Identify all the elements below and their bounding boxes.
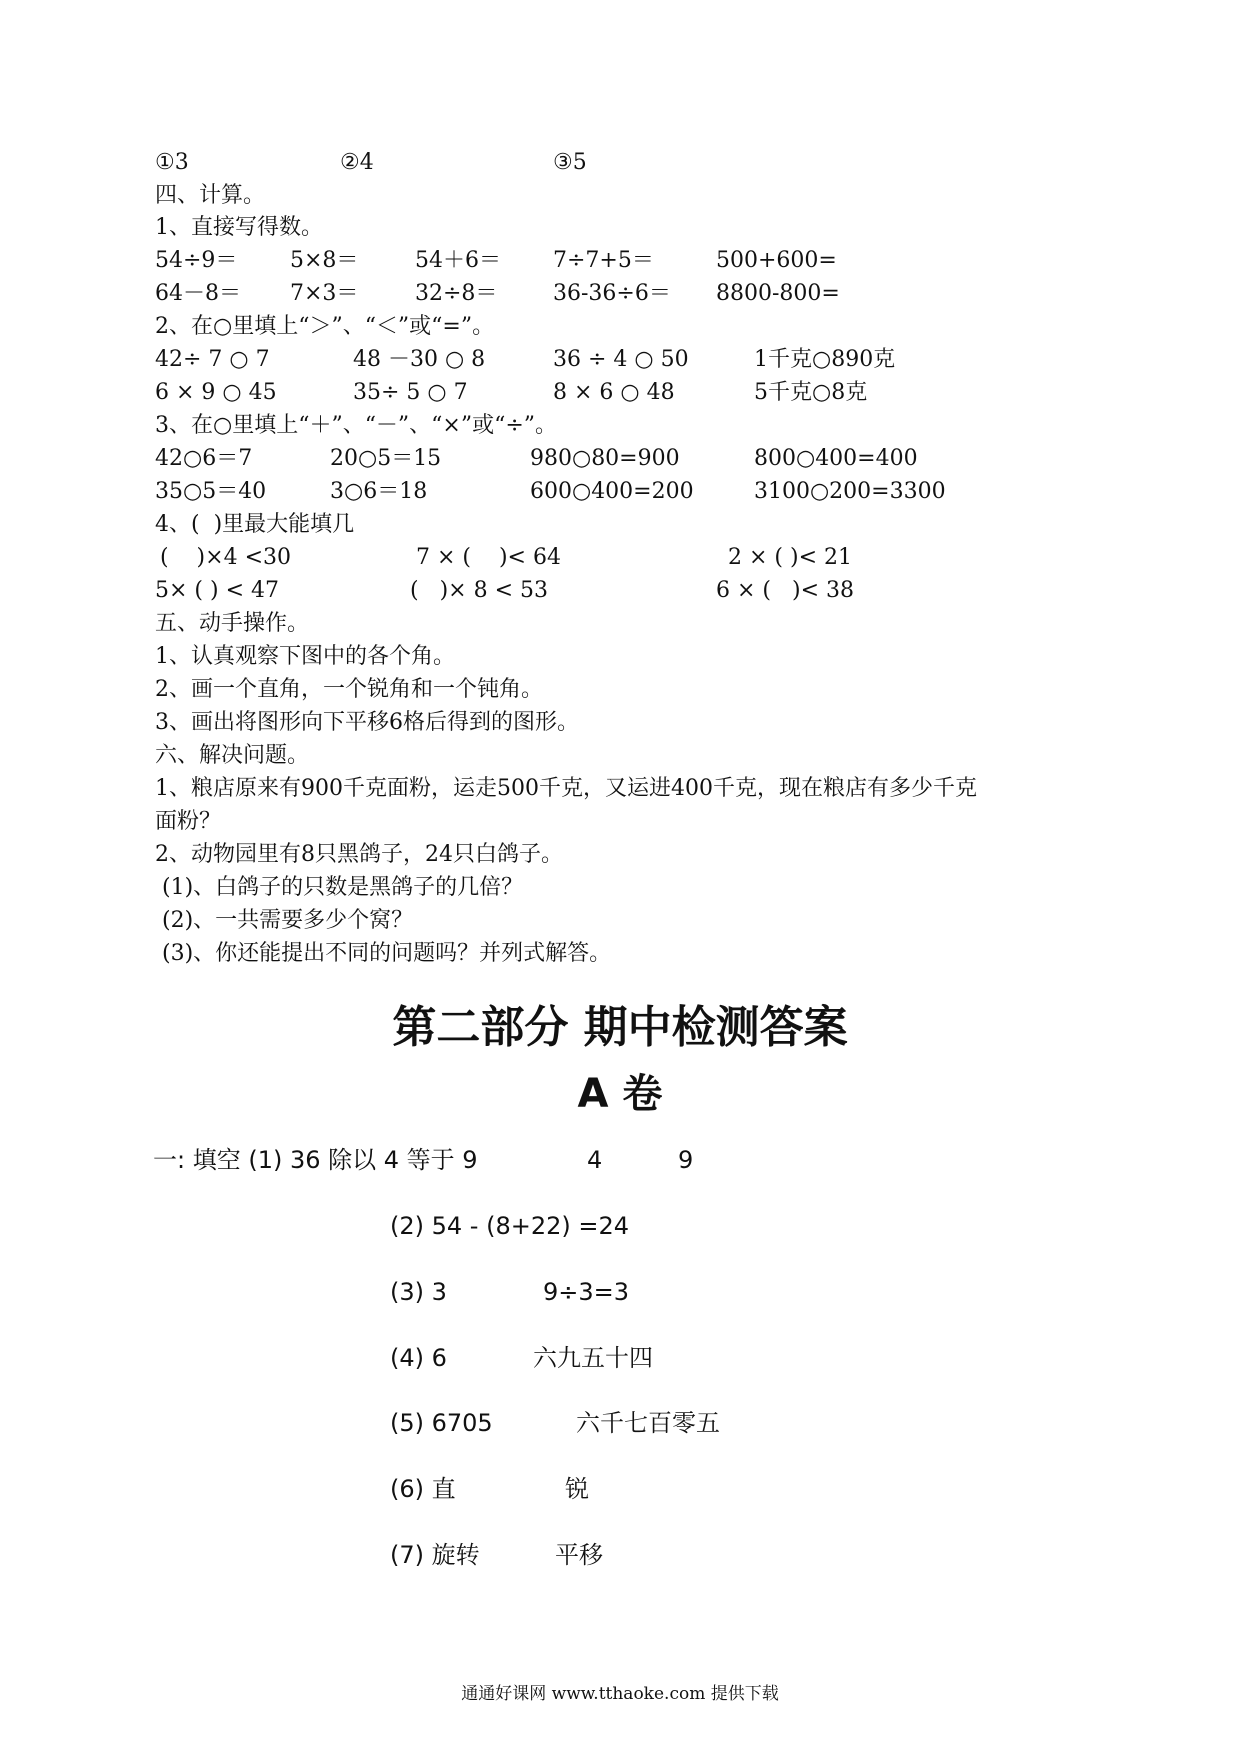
- operator-1-4: 800○400=400: [754, 446, 918, 471]
- option-1: ①3: [155, 150, 189, 175]
- answer-2: (2) 54 - (8+22) =24: [390, 1212, 630, 1240]
- calc-1-3: 54＋6＝: [415, 248, 501, 273]
- calc-1-4: 7÷7+5＝: [553, 248, 654, 273]
- calc-1-5: 500+600=: [716, 248, 837, 273]
- operator-2-2: 3○6＝18: [330, 479, 428, 504]
- problem-2-sub-3: (3)、你还能提出不同的问题吗？并列式解答。: [162, 941, 612, 966]
- operator-1-2: 20○5＝15: [330, 446, 442, 471]
- part-2-title: 第二部分 期中检测答案: [392, 1002, 848, 1053]
- answer-5-a: (5) 6705: [390, 1409, 493, 1437]
- section-5-title: 五、动手操作。: [155, 611, 310, 636]
- problem-2-sub-1: (1)、白鸽子的只数是黑鸽子的几倍？: [162, 875, 524, 900]
- option-3: ③5: [553, 150, 587, 175]
- problem-2: 2、动物园里有8只黑鸽子，24只白鸽子。: [155, 842, 563, 867]
- section-4-title: 四、计算。: [155, 183, 266, 208]
- compare-2-2: 35÷ 5 ○ 7: [353, 380, 468, 405]
- answer-7-b: 平移: [555, 1541, 603, 1569]
- answer-7-a: (7) 旋转: [390, 1541, 480, 1569]
- answer-4-b: 六九五十四: [533, 1344, 653, 1372]
- max-fill-1-1: ( )×4 <30: [160, 545, 291, 570]
- answer-3-b: 9÷3=3: [543, 1278, 630, 1306]
- answer-6-b: 锐: [565, 1475, 589, 1503]
- compare-1-2: 48 －30 ○ 8: [353, 347, 486, 372]
- q2-title: 2、在○里填上“＞”、“＜”或“=”。: [155, 314, 495, 339]
- calc-2-3: 32÷8＝: [415, 281, 498, 306]
- compare-2-4: 5千克○8克: [754, 380, 868, 405]
- compare-1-3: 36 ÷ 4 ○ 50: [553, 347, 689, 372]
- calc-1-1: 54÷9＝: [155, 248, 238, 273]
- answer-6-a: (6) 直: [390, 1475, 456, 1503]
- max-fill-2-1: 5× ( ) < 47: [155, 578, 279, 603]
- compare-1-4: 1千克○890克: [754, 347, 896, 372]
- max-fill-1-3: 2 × ( )< 21: [728, 545, 852, 570]
- footer-note: 通通好课网 www.tthaoke.com 提供下载: [461, 1684, 779, 1704]
- part-2-subtitle: A 卷: [577, 1071, 663, 1117]
- answer-4-a: (4) 6: [390, 1344, 447, 1372]
- operator-2-4: 3100○200=3300: [754, 479, 946, 504]
- operator-2-1: 35○5＝40: [155, 479, 267, 504]
- problem-1-line-1: 1、粮店原来有900千克面粉，运走500千克，又运进400千克，现在粮店有多少千克: [155, 776, 977, 801]
- option-2: ②4: [340, 150, 374, 175]
- compare-1-1: 42÷ 7 ○ 7: [155, 347, 270, 372]
- section-5-item-1: 1、认真观察下图中的各个角。: [155, 644, 455, 669]
- answer-3-a: (3) 3: [390, 1278, 447, 1306]
- q3-title: 3、在○里填上“＋”、“－”、“×”或“÷”。: [155, 413, 558, 438]
- section-5-item-3: 3、画出将图形向下平移6格后得到的图形。: [155, 710, 579, 735]
- calc-2-2: 7×3＝: [290, 281, 359, 306]
- section-6-title: 六、解决问题。: [155, 743, 310, 768]
- answer-1: 一: 填空 (1) 36 除以 4 等于 9: [153, 1146, 478, 1174]
- q4-title: 4、( )里最大能填几: [155, 512, 355, 537]
- answer-5-b: 六千七百零五: [576, 1409, 720, 1437]
- max-fill-2-2: ( )× 8 < 53: [410, 578, 548, 603]
- calc-2-1: 64－8＝: [155, 281, 241, 306]
- calc-1-2: 5×8＝: [290, 248, 359, 273]
- problem-2-sub-2: (2)、一共需要多少个窝？: [162, 908, 414, 933]
- compare-2-1: 6 × 9 ○ 45: [155, 380, 277, 405]
- problem-1-line-2: 面粉？: [155, 809, 222, 834]
- calc-2-5: 8800-800=: [716, 281, 840, 306]
- compare-2-3: 8 × 6 ○ 48: [553, 380, 675, 405]
- q1-title: 1、直接写得数。: [155, 215, 323, 240]
- answer-1-c: 9: [678, 1146, 694, 1174]
- operator-2-3: 600○400=200: [530, 479, 694, 504]
- max-fill-1-2: 7 × ( )< 64: [416, 545, 561, 570]
- section-5-item-2: 2、画一个直角，一个锐角和一个钝角。: [155, 677, 543, 702]
- operator-1-1: 42○6＝7: [155, 446, 253, 471]
- max-fill-2-3: 6 × ( )< 38: [716, 578, 854, 603]
- answer-1-b: 4: [587, 1146, 603, 1174]
- calc-2-4: 36-36÷6＝: [553, 281, 671, 306]
- operator-1-3: 980○80=900: [530, 446, 680, 471]
